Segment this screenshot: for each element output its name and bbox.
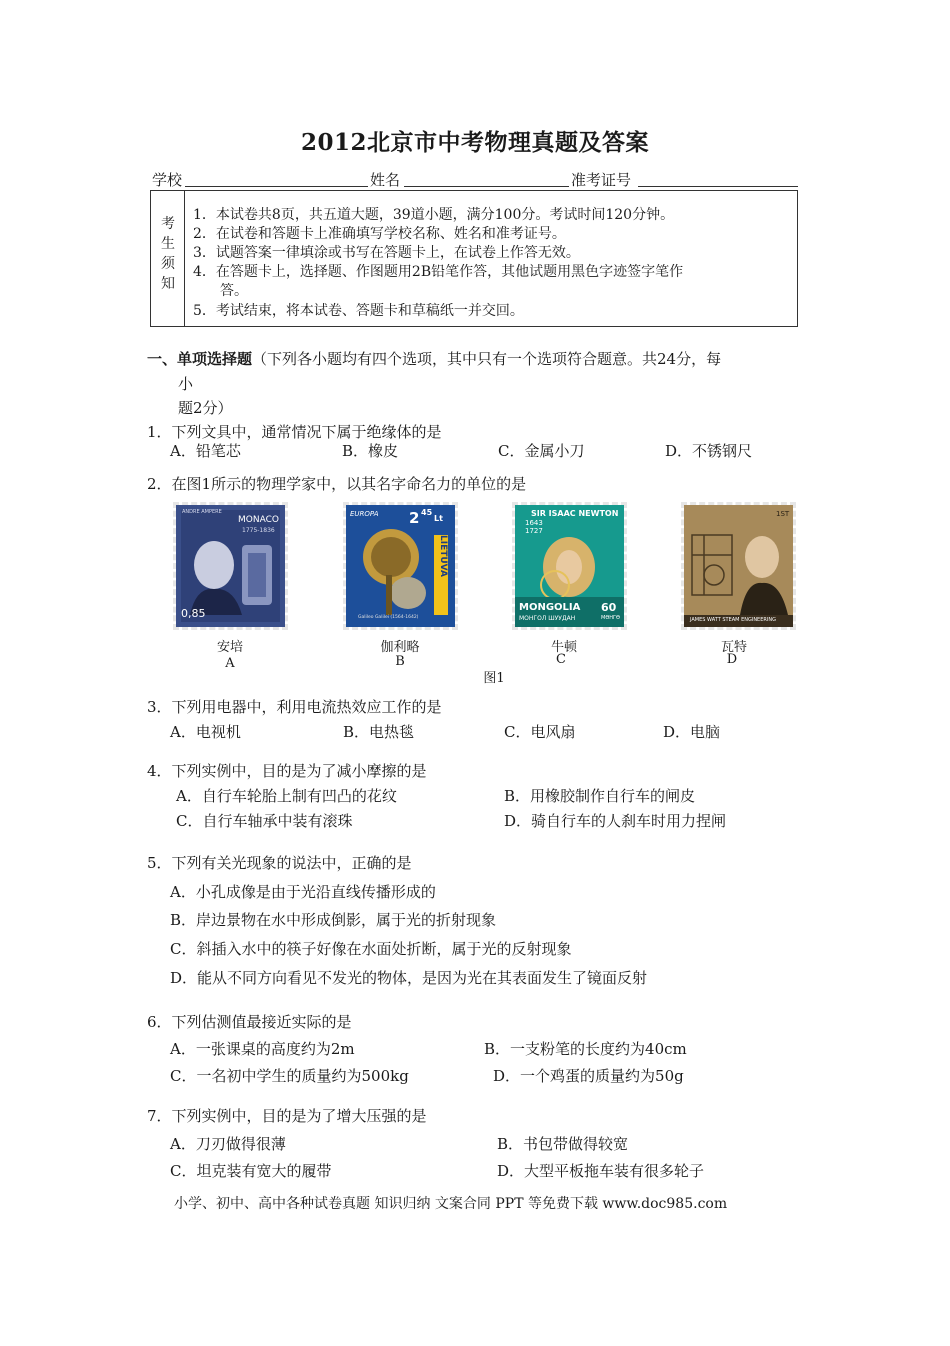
option: C．斜插入水中的筷子好像在水面处折断，属于光的反射现象 xyxy=(170,940,572,958)
stamp-text: 1643 xyxy=(525,519,543,527)
figure-caption: 图1 xyxy=(483,671,505,686)
stamp-text: 1ST xyxy=(776,510,790,518)
section-description-cont: 小 xyxy=(178,375,194,393)
question-stem: 6．下列估测值最接近实际的是 xyxy=(147,1013,352,1031)
notice-line: 5．考试结束，将本试卷、答题卡和草稿纸一并交回。 xyxy=(193,303,524,319)
option: A．电视机 xyxy=(170,723,241,741)
stamp-caption-name: 牛顿 xyxy=(550,640,577,655)
notice-line: 1．本试卷共8页，共五道大题，39道小题，满分100分。考试时间120分钟。 xyxy=(193,207,675,223)
stamp-text: 0,85 xyxy=(181,607,206,620)
stamp-text: Lt xyxy=(434,514,443,523)
option: B．一支粉笔的长度约为40cm xyxy=(484,1040,687,1058)
stamp-text: 60 xyxy=(601,601,617,614)
option: B．岸边景物在水中形成倒影，属于光的折射现象 xyxy=(170,911,497,929)
stamp-caption-letter: A xyxy=(225,656,235,671)
question-stem: 4．下列实例中，目的是为了减小摩擦的是 xyxy=(147,762,427,780)
stamp-newton xyxy=(512,502,627,630)
exam-number-field[interactable] xyxy=(638,186,798,187)
stamp-caption-letter: B xyxy=(395,654,405,669)
notice-line: 4．在答题卡上，选择题、作图题用2B铅笔作答，其他试题用黑色字迹签字笔作 xyxy=(193,264,684,280)
option: D．不锈钢尺 xyxy=(665,442,753,460)
stamp-text: 1775-1836 xyxy=(242,527,275,534)
exam-number-label: 准考证号 xyxy=(571,171,632,189)
option: B．用橡胶制作自行车的闸皮 xyxy=(504,787,696,805)
school-field[interactable] xyxy=(185,186,368,187)
question-stem: 3．下列用电器中，利用电流热效应工作的是 xyxy=(147,698,442,716)
stamp-text: MONGOLIA xyxy=(519,602,581,613)
option: A．自行车轮胎上制有凹凸的花纹 xyxy=(176,787,397,805)
name-field[interactable] xyxy=(404,186,569,187)
notice-line: 3．试题答案一律填涂或书写在答题卡上，在试卷上作答无效。 xyxy=(193,245,580,261)
stamp-text: МӨНГӨ xyxy=(601,615,620,621)
option: D．一个鸡蛋的质量约为50g xyxy=(493,1067,684,1085)
option: C．金属小刀 xyxy=(498,442,585,460)
option: C．坦克装有宽大的履带 xyxy=(170,1162,332,1180)
stamp-text: LIETUVA xyxy=(438,535,448,577)
question-stem: 2．在图1所示的物理学家中，以其名字命名力的单位的是 xyxy=(147,475,527,493)
option: A．铅笔芯 xyxy=(170,442,241,460)
stamp-watt xyxy=(681,502,796,630)
section-description-cont: 题2分） xyxy=(178,399,233,417)
option: D．大型平板拖车装有很多轮子 xyxy=(497,1162,705,1180)
option: A．一张课桌的高度约为2m xyxy=(170,1040,355,1058)
section-description: （下列各小题均有四个选项，其中只有一个选项符合题意。共24分，每 xyxy=(252,350,722,368)
option: B．电热毯 xyxy=(343,723,415,741)
page-title: 2012北京市中考物理真题及答案 xyxy=(300,129,649,156)
stamp-caption-letter: D xyxy=(726,652,738,667)
notice-label-column xyxy=(151,191,185,326)
stamp-caption-letter: C xyxy=(556,652,566,667)
question-stem: 7．下列实例中，目的是为了增大压强的是 xyxy=(147,1107,427,1125)
footer-link[interactable]: 小学、初中、高中各种试卷真题 知识归纳 文案合同 PPT 等免费下载 www.doc985.com xyxy=(174,1196,728,1212)
stamp-galileo xyxy=(343,502,458,630)
option: D．电脑 xyxy=(663,723,721,741)
option: A．刀刃做得很薄 xyxy=(170,1135,286,1153)
exam-notice-box xyxy=(150,190,798,327)
stamp-caption-name: 安培 xyxy=(216,640,243,655)
stamp-text: EUROPA xyxy=(350,510,379,518)
name-label: 姓名 xyxy=(370,171,401,189)
option: D．能从不同方向看见不发光的物体，是因为光在其表面发生了镜面反射 xyxy=(170,969,648,987)
option: C．自行车轴承中装有滚珠 xyxy=(176,812,353,830)
notice-label-char: 生 xyxy=(161,236,175,252)
notice-label-char: 考 xyxy=(161,216,175,232)
question-stem: 5．下列有关光现象的说法中，正确的是 xyxy=(147,854,412,872)
notice-line: 2．在试卷和答题卡上准确填写学校名称、姓名和准考证号。 xyxy=(193,226,566,242)
question-stem: 1．下列文具中，通常情况下属于绝缘体的是 xyxy=(147,423,442,441)
watt-portrait-image xyxy=(684,505,793,627)
stamp-text: 1727 xyxy=(525,527,543,535)
section-heading xyxy=(147,348,721,369)
notice-line: 答。 xyxy=(220,283,248,299)
stamp-caption-name: 瓦特 xyxy=(720,640,747,655)
option: D．骑自行车的人刹车时用力捏闸 xyxy=(504,812,727,830)
stamp-ampere xyxy=(173,502,288,630)
option: C．一名初中学生的质量约为500kg xyxy=(170,1067,409,1085)
stamp-text: MONACO xyxy=(238,515,279,525)
school-label: 学校 xyxy=(152,171,183,189)
stamp-text: МОНГОЛ ШУУДАН xyxy=(519,615,576,622)
stamp-text: JAMES WATT STEAM ENGINEERING xyxy=(690,617,776,623)
notice-label-char: 知 xyxy=(161,276,175,292)
stamp-caption-name: 伽利略 xyxy=(380,640,420,655)
section-title: 一、单项选择题 xyxy=(147,350,253,368)
stamp-text: 2 xyxy=(409,509,420,527)
notice-label-char: 须 xyxy=(161,256,175,272)
stamp-text: 45 xyxy=(421,508,433,517)
stamp-text: Galileo Galilei (1564-1642) xyxy=(358,615,419,620)
stamp-text: ANDRE AMPERE xyxy=(182,509,222,515)
option: B．橡皮 xyxy=(342,442,399,460)
option: A．小孔成像是由于光沿直线传播形成的 xyxy=(170,883,436,901)
option: C．电风扇 xyxy=(504,723,576,741)
option: B．书包带做得较宽 xyxy=(497,1135,629,1153)
stamp-text: SIR ISAAC NEWTON xyxy=(531,509,619,518)
